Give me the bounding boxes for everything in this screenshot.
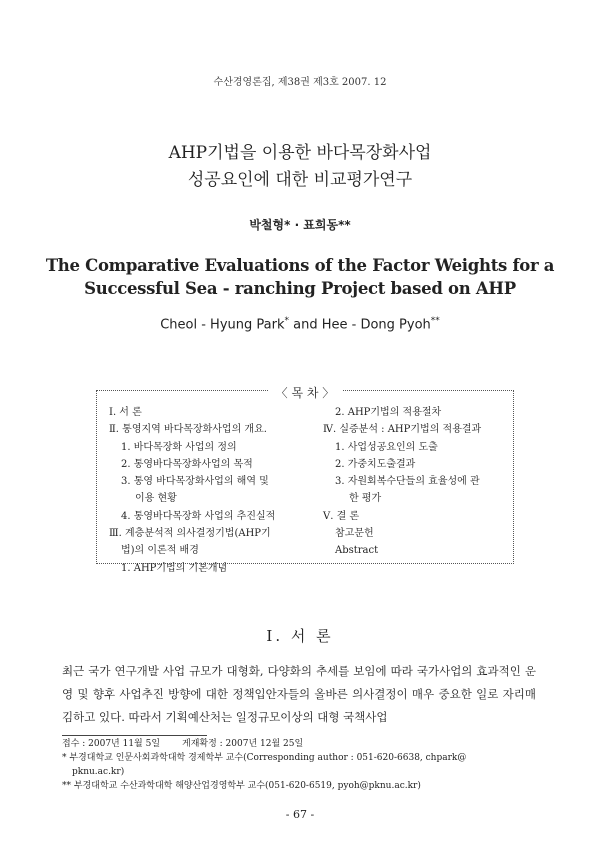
footnote-2: ** 부경대학교 수산과학대학 해양산업경영학부 교수(051-620-6519, pyoh@pknu.ac.kr) [62,781,421,791]
toc-item: 1. 사업성공요인의 도출 [335,441,438,453]
toc-item: 2. 가중치도출결과 [335,458,416,470]
accepted-date: 게재확정 : 2007년 12월 25일 [182,739,304,749]
toc-item: 1. 바다목장화 사업의 정의 [121,441,237,453]
received-date: 접수 : 2007년 11월 5일 [62,739,161,749]
toc-item: 이용 현황 [135,493,177,505]
toc-item: 2. 통영바다목장화사업의 목적 [121,458,253,470]
toc-item: Ⅳ. 실증분석 : AHP기법의 적용결과 [323,424,482,436]
toc-item: Ⅱ. 통영지역 바다목장화사업의 개요. [109,424,267,436]
toc-item: 2. AHP기법의 적용절차 [335,407,442,418]
author-1-mark: * [284,316,289,326]
english-title-line-2: Successful Sea - ranching Project based on AHP [84,279,516,298]
korean-title-line-1: AHP기법을 이용한 바다목장화사업 [168,143,432,163]
korean-authors: 박철형* · 표희동** [249,218,351,232]
toc-item: 1. AHP기법의 기본개념 [121,562,228,574]
author-2-name: Hee - Dong Pyoh [321,317,431,333]
toc-item: 3. 자원회복수단들의 효율성에 관 [335,476,480,488]
toc-item: 참고문헌 [335,528,374,540]
korean-title-line-2: 성공요인에 대한 비교평가연구 [187,170,413,190]
english-title [0,254,600,300]
journal-citation: 수산경영론집, 제38권 제3호 2007. 12 [213,77,387,88]
toc-item: Ⅴ. 결 론 [323,510,360,522]
english-title-line-1: The Comparative Evaluations of the Factor Weights for a [45,256,555,275]
footnote-divider [62,735,207,736]
toc-item: 4. 통영바다목장화 사업의 추진실적 [121,510,276,522]
submission-dates [62,737,542,751]
toc-left-column [109,404,314,577]
toc-item: 한 평가 [349,493,382,505]
toc-item: 3. 통영 바다목장화사업의 해역 및 [121,476,269,488]
footnote-1: * 부경대학교 인문사회과학대학 경제학부 교수(Corresponding author : 051-620-6638, chpark@ [62,753,467,763]
toc-item: 법)의 이론적 배경 [121,545,199,557]
body-paragraph: 최근 국가 연구개발 사업 규모가 대형화, 다양화의 추세를 보임에 따라 국가사업의 효과적인 운영 및 향후 사업추진 방향에 대한 정책입안자들의 올바른 의사결정이 매우 중요한 일로 자리매김하고 있다. 따라서 기획예산처는 일정규모이상의 대형 국책사업 [62,664,536,724]
author-2-mark: ** [430,316,440,326]
toc-heading-label: 〈 목 차 〉 [268,386,343,400]
toc-right-column [323,404,503,560]
footnote-1-continued: pknu.ac.kr) [72,767,125,777]
section-heading: Ⅰ. 서 론 [266,627,334,645]
toc-item: Ⅰ. 서 론 [109,407,142,418]
toc-item: Ⅲ. 계층분석적 의사결정기법(AHP기 [109,528,271,540]
page-number: - 67 - [285,808,315,821]
english-authors [0,316,600,332]
author-1-name: Cheol - Hyung Park [160,317,285,333]
authors-conjunction: and [293,317,318,333]
korean-title [0,140,600,194]
toc-item: Abstract [335,545,379,557]
footnotes [62,737,542,793]
table-of-contents [96,386,514,574]
toc-heading [97,382,513,401]
